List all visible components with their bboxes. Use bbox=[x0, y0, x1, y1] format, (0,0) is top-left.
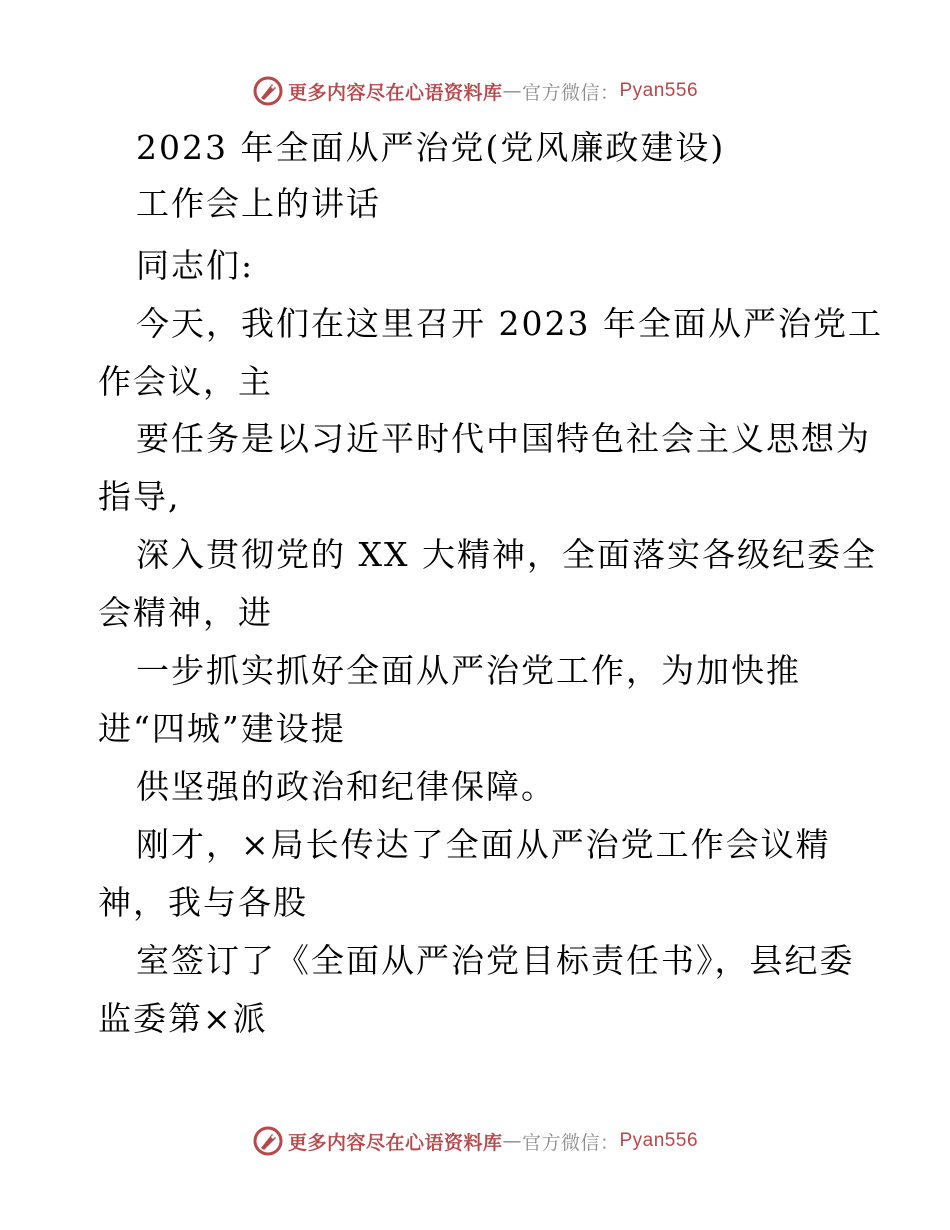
paragraph-line: 进“四城”建设提 bbox=[98, 709, 346, 748]
watermark-wechat-id: Pyan556 bbox=[619, 1130, 699, 1151]
paragraph-line: 要任务是以习近平时代中国特色社会主义思想为 bbox=[136, 419, 871, 458]
paragraph-line: 会精神，进 bbox=[98, 593, 273, 632]
paragraph-line: 神，我与各股 bbox=[98, 883, 308, 922]
pen-nib-icon bbox=[252, 1125, 284, 1157]
paragraph-line: 指导, bbox=[98, 477, 181, 516]
watermark-site-name: 更多内容尽在心语资料库 bbox=[287, 1131, 503, 1154]
document-title-line-2: 工作会上的讲话 bbox=[136, 184, 381, 223]
paragraph-line: 室签订了《全面从严治党目标责任书》，县纪委 bbox=[136, 941, 855, 980]
paragraph-line: 作会议，主 bbox=[98, 362, 273, 401]
watermark-dash: — bbox=[502, 1130, 522, 1152]
watermark-site-name: 更多内容尽在心语资料库 bbox=[287, 81, 503, 104]
watermark-dash: — bbox=[502, 80, 522, 102]
paragraph-line: 今天，我们在这里召开 2023 年全面从严治党工 bbox=[136, 304, 883, 343]
paragraph-line: 一步抓实抓好全面从严治党工作，为加快推 bbox=[136, 651, 801, 690]
document-title-line-1: 2023 年全面从严治党(党风廉政建设) bbox=[136, 128, 726, 167]
watermark-label: 官方微信： bbox=[521, 1131, 620, 1154]
pen-nib-icon bbox=[252, 75, 284, 107]
salutation: 同志们: bbox=[136, 246, 255, 285]
watermark-banner-top bbox=[0, 73, 950, 109]
watermark-wechat-id: Pyan556 bbox=[619, 80, 699, 101]
paragraph-line: 刚才，×局长传达了全面从严治党工作会议精 bbox=[136, 825, 831, 864]
paragraph-line: 供坚强的政治和纪律保障。 bbox=[136, 767, 556, 806]
paragraph-line: 监委第×派 bbox=[98, 999, 268, 1038]
watermark-label: 官方微信： bbox=[521, 81, 620, 104]
paragraph-line: 深入贯彻党的 XX 大精神，全面落实各级纪委全 bbox=[136, 535, 877, 574]
watermark-banner-bottom bbox=[0, 1123, 950, 1159]
